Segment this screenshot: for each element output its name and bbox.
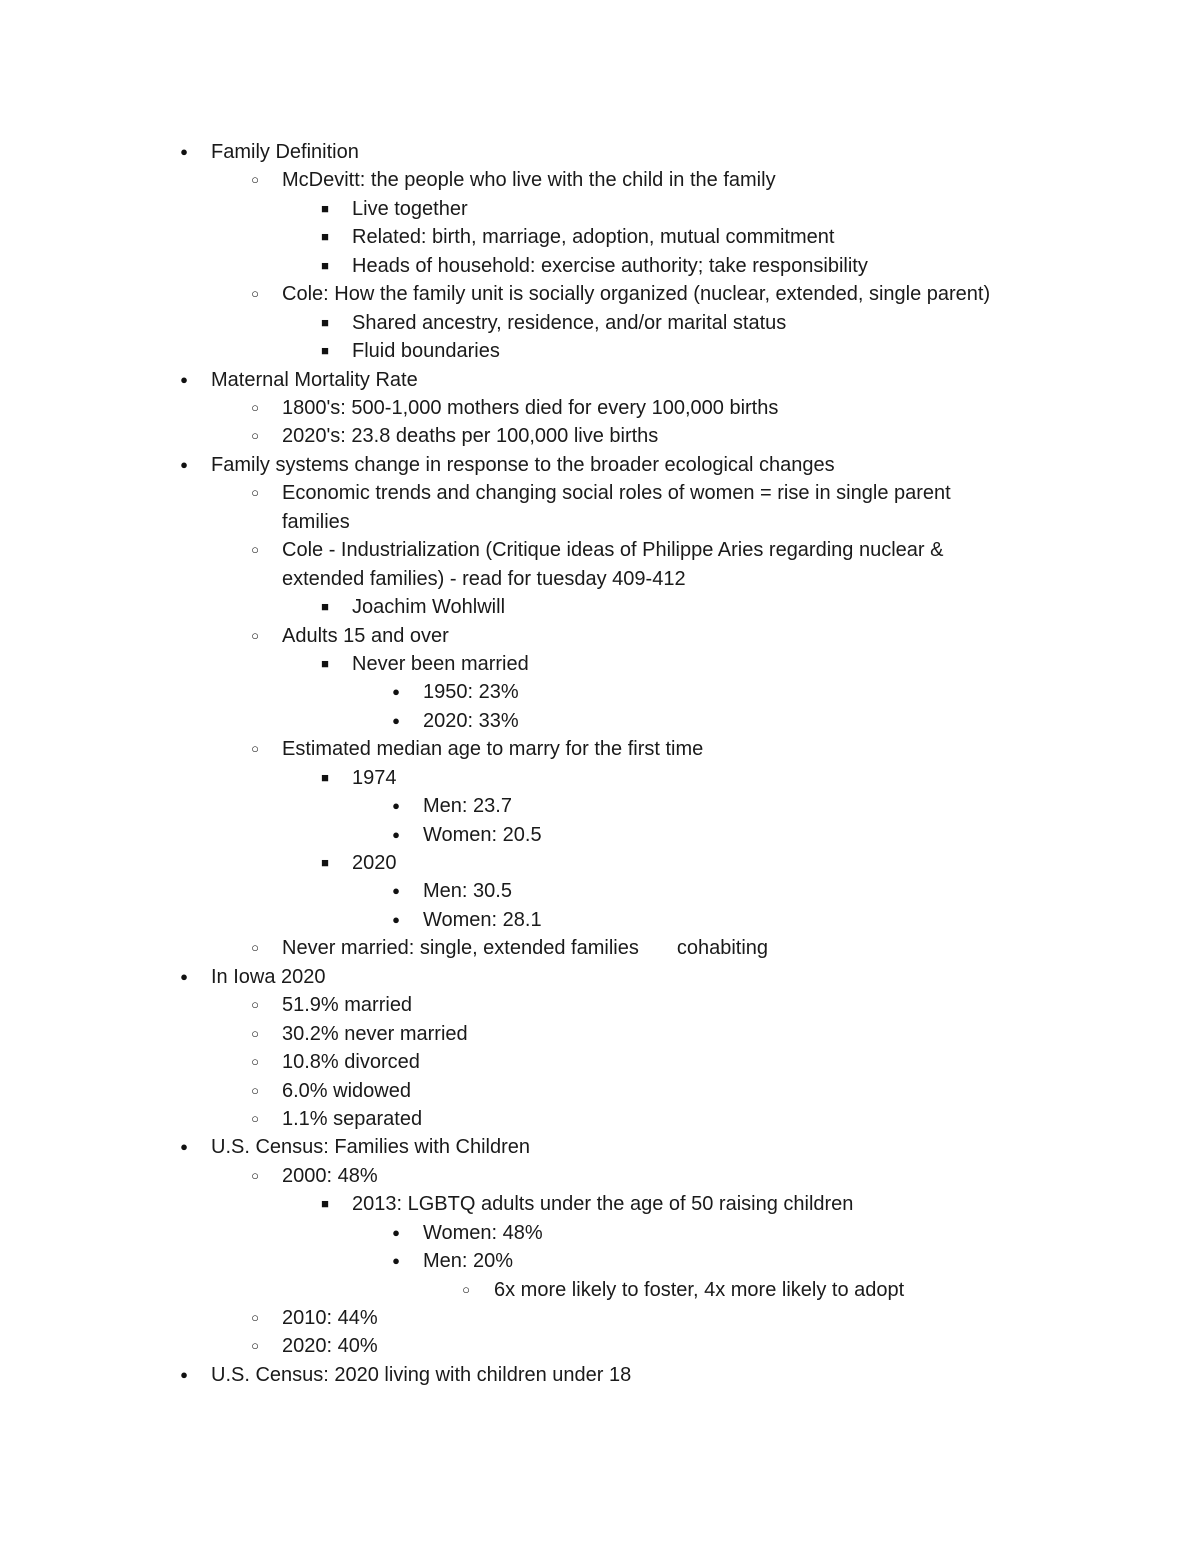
list-item-text: In Iowa 2020	[211, 965, 326, 988]
list-item-text: Adults 15 and over	[282, 624, 449, 647]
bullet-square-icon: ■	[321, 855, 329, 870]
list-item-text: Fluid boundaries	[352, 340, 500, 363]
list-item-text: McDevitt: the people who live with the child in the family	[282, 169, 776, 192]
list-item-text-main: Never married: single, extended families	[282, 937, 639, 960]
bullet-disc-icon: ●	[180, 1139, 188, 1155]
list-item	[0, 223, 1200, 251]
list-item	[0, 1304, 1200, 1332]
list-item-text: Joachim Wohlwill	[352, 596, 506, 619]
bullet-disc-icon: ●	[392, 1224, 400, 1240]
list-item	[0, 1048, 1200, 1076]
bullet-disc-icon: ●	[180, 1366, 188, 1382]
bullet-circle-icon: ○	[251, 399, 259, 415]
bullet-circle-icon: ○	[251, 1167, 259, 1183]
list-item	[0, 1332, 1200, 1360]
list-item-text: 30.2% never married	[282, 1022, 468, 1045]
list-item-text: 2010: 44%	[282, 1307, 378, 1329]
list-item	[0, 849, 1200, 877]
list-item-text: 6.0% widowed	[282, 1079, 411, 1102]
bullet-square-icon: ■	[321, 769, 329, 785]
list-item-text: Heads of household: exercise authority; take responsibility	[352, 254, 868, 277]
bullet-square-icon: ■	[321, 599, 329, 615]
list-item-text: Men: 20%	[423, 1250, 514, 1273]
list-item	[0, 337, 1200, 365]
list-item-text: 2000: 48%	[282, 1164, 378, 1187]
bullet-square-icon: ■	[321, 257, 329, 273]
bullet-circle-icon: ○	[251, 741, 259, 757]
list-item	[0, 963, 1200, 991]
bullet-square-icon: ■	[321, 314, 329, 330]
list-item-text: 1.1% separated	[282, 1107, 423, 1130]
list-item	[0, 1190, 1200, 1218]
bullet-disc-icon: ●	[180, 968, 188, 984]
list-item-text: Women: 20.5	[423, 823, 542, 846]
list-item-text-extra: cohabiting	[676, 937, 769, 960]
bullet-disc-icon: ●	[392, 911, 400, 927]
list-item	[0, 1219, 1200, 1247]
list-item-text: Maternal Mortality Rate	[211, 368, 418, 391]
bullet-circle-icon: ○	[251, 940, 259, 956]
list-item	[0, 764, 1200, 792]
bullet-disc-icon: ●	[392, 883, 400, 899]
bullet-square-icon: ■	[321, 229, 329, 245]
list-item	[0, 735, 1200, 763]
bullet-disc-icon: ●	[392, 826, 400, 842]
list-item-text: Estimated median age to marry for the first time	[282, 738, 704, 761]
bullet-circle-icon: ○	[251, 997, 259, 1013]
bullet-circle-icon: ○	[251, 1025, 259, 1041]
list-item	[0, 906, 1200, 934]
bullet-circle-icon: ○	[251, 428, 259, 444]
bullet-circle-icon: ○	[251, 485, 259, 501]
list-item	[0, 792, 1200, 820]
list-item	[0, 252, 1200, 280]
list-item	[0, 138, 1200, 166]
list-item	[0, 821, 1200, 849]
bullet-disc-icon: ●	[180, 456, 188, 472]
list-item-text: Never been married	[352, 652, 529, 675]
list-item-text: Economic trends and changing social roles of women = rise in single parent families	[282, 482, 951, 533]
list-item-text: 6x more likely to foster, 4x more likely to adopt	[494, 1278, 905, 1301]
list-item-text: Related: birth, marriage, adoption, mutual commitment	[352, 226, 835, 249]
list-item	[0, 622, 1200, 650]
list-item	[0, 1077, 1200, 1105]
list-item-text: Live together	[352, 197, 468, 220]
bullet-square-icon: ■	[321, 343, 329, 359]
list-item-text: 51.9% married	[282, 994, 413, 1017]
list-item-text: Men: 23.7	[423, 795, 512, 818]
list-item-text: 2020	[352, 852, 397, 874]
bullet-circle-icon: ○	[251, 1338, 259, 1354]
list-item	[0, 593, 1200, 621]
bullet-circle-icon: ○	[462, 1281, 470, 1297]
list-item	[0, 309, 1200, 337]
list-item-text: U.S. Census: 2020 living with children under 18	[211, 1363, 632, 1386]
list-item-text: Family Definition	[211, 141, 359, 163]
list-item	[0, 280, 1200, 308]
list-item-text: U.S. Census: Families with Children	[211, 1136, 530, 1159]
list-item	[0, 394, 1200, 422]
bullet-circle-icon: ○	[251, 1310, 259, 1325]
bullet-circle-icon: ○	[251, 542, 259, 558]
list-item	[0, 991, 1200, 1019]
list-item-text: 2020: 33%	[423, 709, 519, 732]
list-item	[0, 1133, 1200, 1161]
list-item	[0, 650, 1200, 678]
list-item	[0, 1020, 1200, 1048]
list-item-text: 2020's: 23.8 deaths per 100,000 live births	[282, 425, 659, 448]
list-item	[0, 1361, 1200, 1389]
list-item	[0, 1105, 1200, 1133]
list-item-text: 1950: 23%	[423, 681, 519, 704]
list-item	[0, 536, 1200, 593]
list-item	[0, 366, 1200, 394]
bullet-disc-icon: ●	[392, 712, 400, 728]
bullet-disc-icon: ●	[180, 371, 188, 387]
list-item-text: Family systems change in response to the broader ecological changes	[211, 453, 835, 476]
list-item-text: 1974	[352, 766, 397, 789]
list-item	[0, 678, 1200, 706]
list-item-text: Cole: How the family unit is socially organized (nuclear, extended, single parent)	[282, 283, 991, 306]
bullet-circle-icon: ○	[251, 1054, 259, 1070]
list-item	[0, 934, 1200, 962]
list-item-text	[282, 934, 1200, 962]
bullet-circle-icon: ○	[251, 1082, 259, 1098]
list-item	[0, 195, 1200, 223]
list-item-text: 1800's: 500-1,000 mothers died for every 100,000 births	[282, 396, 779, 419]
list-item-text: Cole - Industrialization (Critique ideas of Philippe Aries regarding nuclear & extended families) - read for tuesday 409-412	[282, 539, 944, 590]
bullet-circle-icon: ○	[251, 172, 259, 188]
list-item-text: 2013: LGBTQ adults under the age of 50 raising children	[352, 1193, 854, 1216]
bullet-disc-icon: ●	[392, 798, 400, 814]
list-item	[0, 877, 1200, 905]
bullet-square-icon: ■	[321, 1196, 329, 1212]
bullet-circle-icon: ○	[251, 1110, 259, 1126]
list-item-text: 2020: 40%	[282, 1335, 378, 1358]
list-item	[0, 422, 1200, 450]
list-item	[0, 1247, 1200, 1275]
bullet-square-icon: ■	[321, 200, 329, 216]
bullet-circle-icon: ○	[251, 286, 259, 302]
bullet-disc-icon: ●	[392, 1253, 400, 1269]
list-item-text: Women: 48%	[423, 1221, 543, 1244]
list-item-text: 10.8% divorced	[282, 1051, 420, 1074]
bullet-disc-icon: ●	[180, 144, 188, 159]
bullet-disc-icon: ●	[392, 684, 400, 700]
list-item	[0, 1162, 1200, 1190]
list-item	[0, 451, 1200, 479]
bullet-circle-icon: ○	[251, 627, 259, 643]
list-item-text: Shared ancestry, residence, and/or marital status	[352, 311, 787, 334]
list-item-text: Women: 28.1	[423, 908, 542, 931]
list-item	[0, 707, 1200, 735]
list-item	[0, 479, 1200, 536]
list-item-text: Men: 30.5	[423, 880, 512, 903]
bullet-square-icon: ■	[321, 655, 329, 671]
list-item	[0, 1276, 1200, 1304]
notes-document	[0, 138, 1200, 1389]
list-item	[0, 166, 1200, 194]
